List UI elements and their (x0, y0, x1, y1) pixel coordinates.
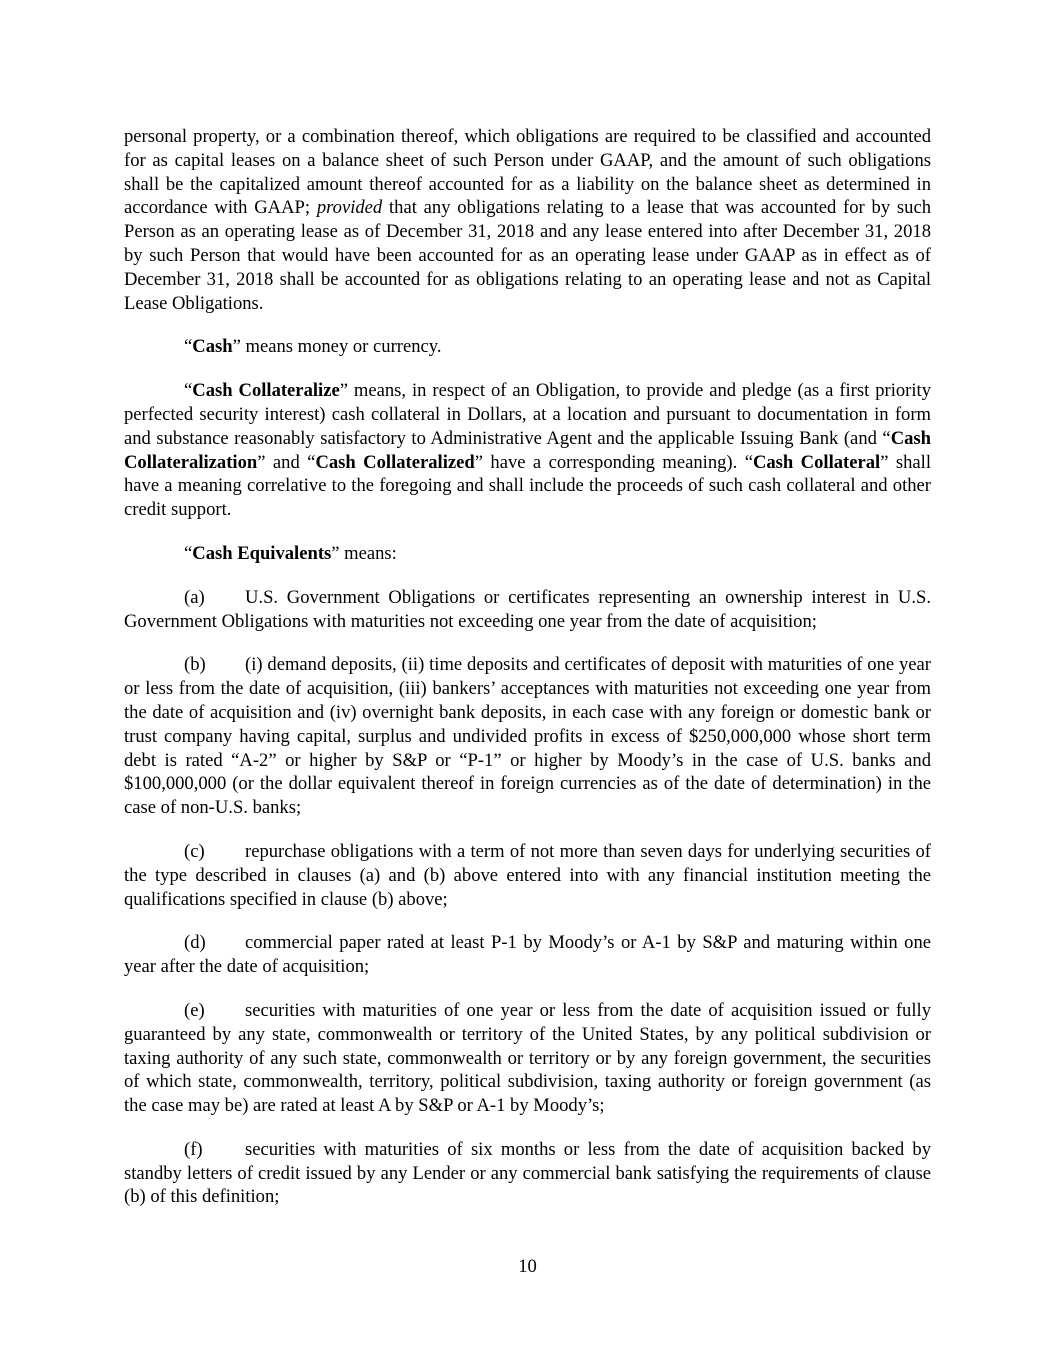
definition-cash-collateralize-text3: ” have a corresponding meaning). “ (474, 451, 753, 473)
defined-term-cash-equivalents: Cash Equivalents (192, 542, 332, 564)
definition-cash-equivalents-text: ” means: (331, 542, 397, 564)
defined-term-cash: Cash (192, 336, 233, 358)
defined-term-cash-collateralization: Cash Collateralization (124, 427, 931, 473)
open-quote: “ (184, 380, 193, 402)
defined-term-cash-collateral: Cash Collateral (752, 451, 881, 473)
provided-italic-term: provided (316, 197, 383, 219)
clause-d (124, 931, 931, 979)
page-number: 10 (518, 1256, 537, 1277)
defined-term-cash-collateralize: Cash Collateralize (192, 380, 340, 402)
definition-cash-collateralize (124, 379, 931, 522)
intro-text-part2: that any obligations relating to a lease that was accounted for by such Person as an operating lease as of December 31, 2018 and any lease entered into after December 31, 2018 by such Person that would have been accounted for as an operating lease under GAAP as in effect as of December 31, 2018 shall be accounted for as obligations relating to an operating lease and not as Capital Lease Obligations. (124, 197, 931, 314)
clause-label: (d) (184, 932, 206, 954)
clause-text: repurchase obligations with a term of not more than seven days for underlying securities of the type described in clauses (a) and (b) above entered into with any financial institution meeting the qualifications specified in clause (b) above; (124, 840, 931, 910)
clause-b (124, 653, 931, 820)
clause-text: commercial paper rated at least P-1 by Moody’s or A-1 by S&P and maturing within one year after the date of acquisition; (124, 932, 931, 978)
clause-label: (c) (184, 840, 205, 862)
definition-cash-text: ” means money or currency. (232, 336, 442, 358)
definition-cash-collateralize-text1: ” means, in respect of an Obligation, to provide and pledge (as a first priority perfected security interest) cash collateral in Dollars, at a location and pursuant to documentation in form and substance reasonably satisfactory to Administrative Agent and the applicable Issuing Bank (and “ (124, 380, 931, 449)
clause-text: securities with maturities of one year or less from the date of acquisition issued or fully guaranteed by any state, commonwealth or territory of the United States, by any political subdivision or taxing authority of any such state, commonwealth or territory or by any foreign government, the securities of which state, commonwealth, territory, political subdivision, taxing authority or foreign government (as the case may be) are rated at least A by S&P or A-1 by Moody’s; (124, 999, 931, 1117)
document-page (124, 125, 931, 1229)
clause-f (124, 1138, 931, 1209)
definition-cash-equivalents (124, 542, 931, 566)
clause-label: (e) (184, 999, 205, 1021)
clause-a (124, 586, 931, 634)
clause-label: (a) (184, 586, 205, 608)
open-quote: “ (184, 336, 193, 358)
clause-label: (b) (184, 654, 206, 676)
intro-text-part1: personal property, or a combination thereof, which obligations are required to be classified and accounted for as capital leases on a balance sheet of such Person under GAAP, and the amount of such obligations shall be the capitalized amount thereof accounted for as a liability on the balance sheet as determined in accordance with GAAP; (124, 126, 931, 219)
defined-term-cash-collateralized: Cash Collateralized (315, 451, 475, 473)
clause-c (124, 840, 931, 911)
clause-text: securities with maturities of six months or less from the date of acquisition backed by standby letters of credit issued by any Lender or any commercial bank satisfying the requirements of clause (b) of this definition; (124, 1138, 931, 1208)
clause-label: (f) (184, 1138, 203, 1160)
definition-cash-collateralize-text4: ” shall have a meaning correlative to the foregoing and shall include the proceeds of such cash collateral and other credit support. (124, 451, 931, 521)
clause-text: U.S. Government Obligations or certificates representing an ownership interest in U.S. Government Obligations with maturities not exceeding one year from the date of acquisition; (124, 586, 931, 632)
definition-cash-collateralize-text2: ” and “ (257, 451, 316, 473)
clause-text: (i) demand deposits, (ii) time deposits and certificates of deposit with maturities of one year or less from the date of acquisition, (iii) bankers’ acceptances with maturities not exceeding one year from the date of acquisition and (iv) overnight bank deposits, in each case with any foreign or domestic bank or trust company having capital, surplus and undivided profits in excess of $250,000,000 whose short term debt is rated “A-2” or higher by S&P or “P-1” or higher by Moody’s in the case of U.S. banks and $100,000,000 (or the dollar equivalent thereof in foreign currencies as of the date of determination) in the case of non-U.S. banks; (124, 654, 931, 819)
definition-cash (124, 335, 931, 359)
open-quote: “ (184, 542, 193, 564)
capital-lease-continuation-paragraph (124, 125, 931, 315)
clause-e (124, 999, 931, 1118)
